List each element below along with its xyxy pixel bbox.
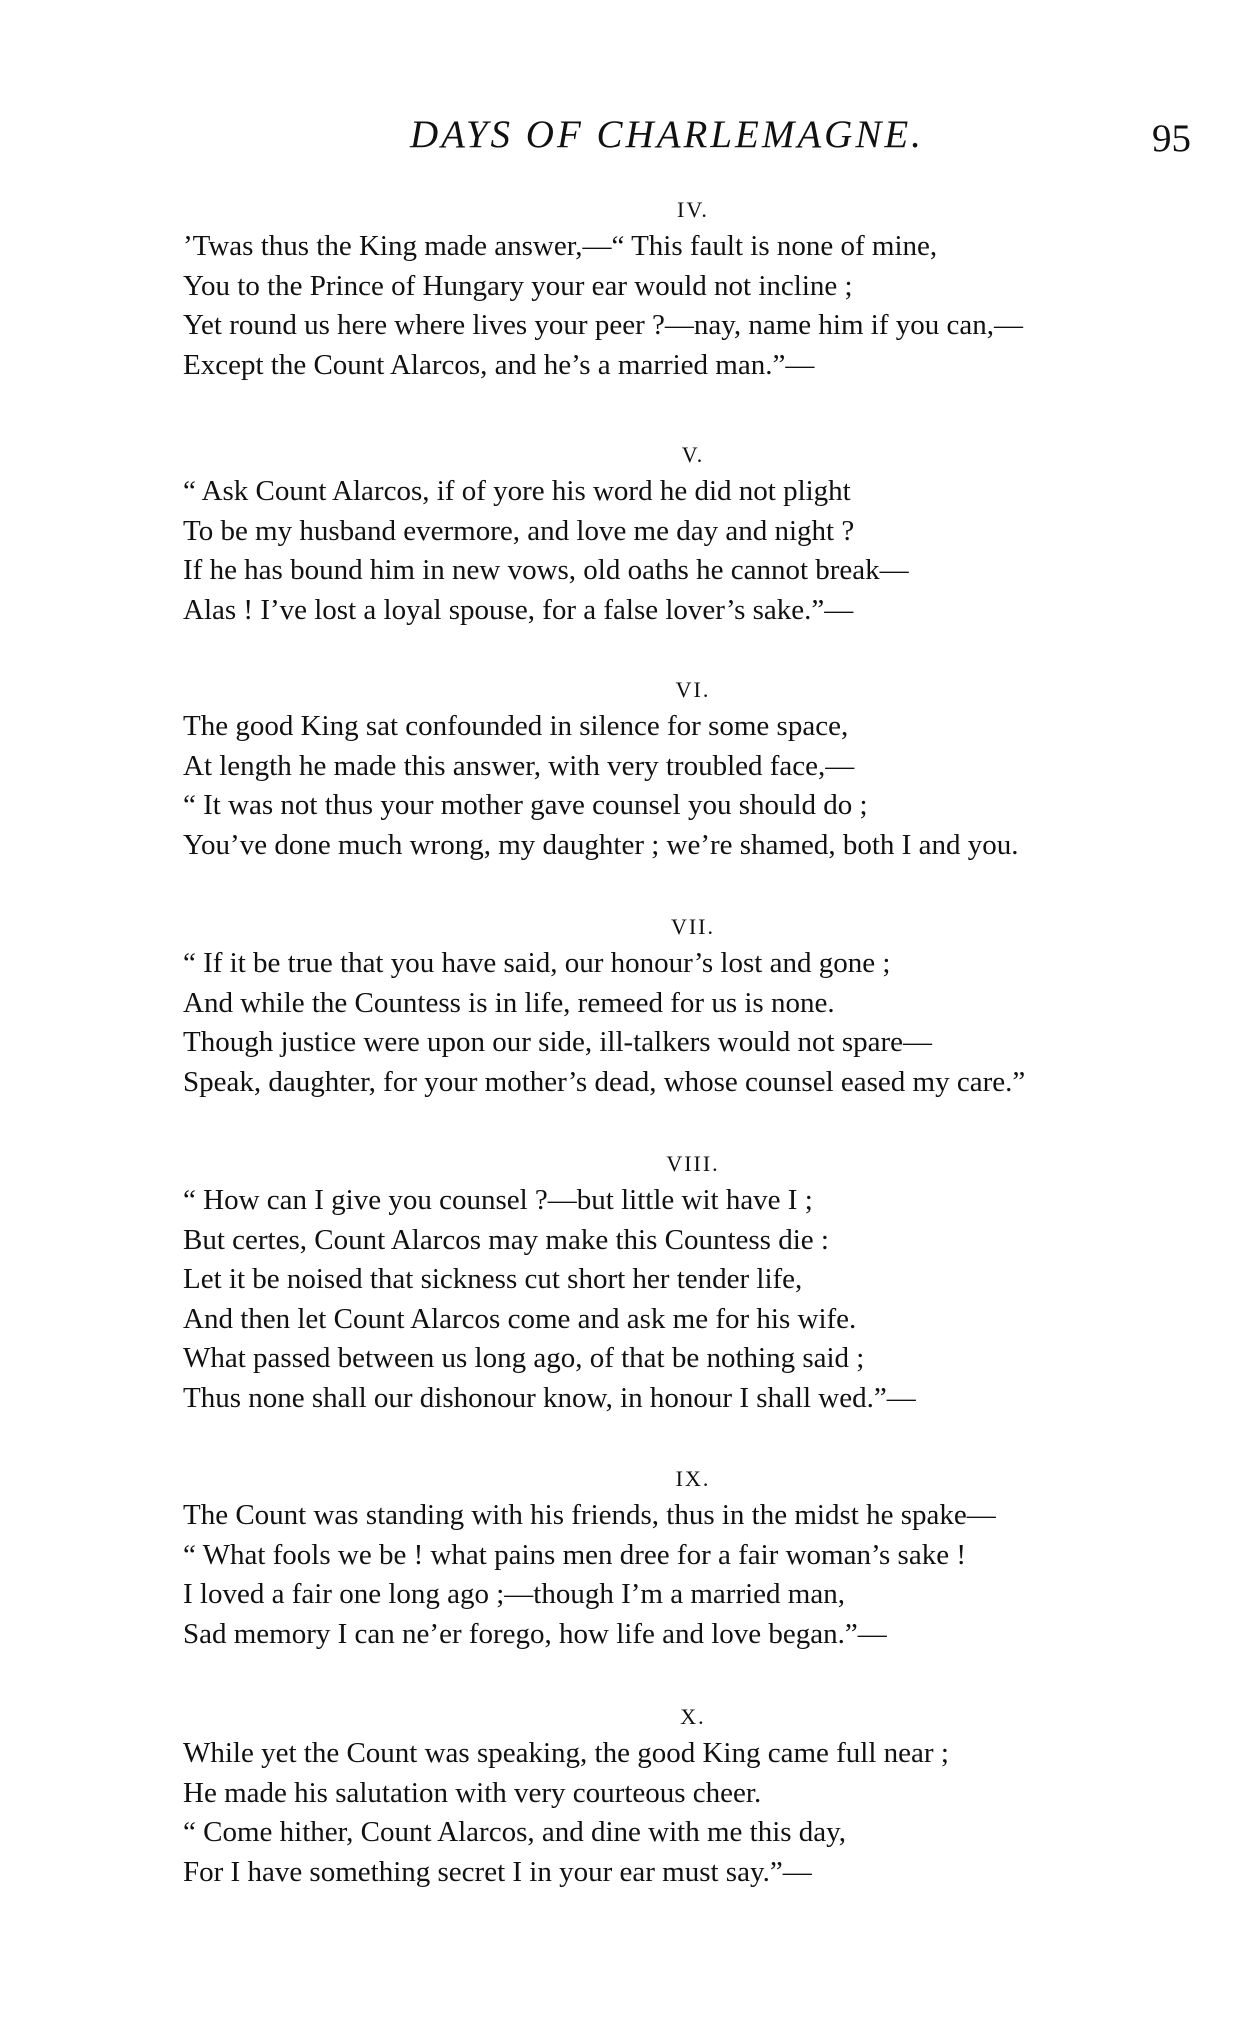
- stanza-vii: [183, 910, 1203, 1102]
- verse-line: “ How can I give you counsel ?—but little wit have I ;: [183, 1184, 813, 1216]
- stanza-viii: [183, 1147, 1203, 1418]
- page-number: 95: [1152, 117, 1191, 160]
- verse-line: While yet the Count was speaking, the good King came full near ;: [183, 1737, 949, 1769]
- running-title: DAYS OF CHARLEMAGNE.: [410, 113, 924, 156]
- verse-line: “ It was not thus your mother gave counsel you should do ;: [183, 789, 868, 821]
- verse-line: Except the Count Alarcos, and he’s a married man.”—: [183, 348, 815, 381]
- stanza-vi: [183, 673, 1203, 865]
- verse-line: Thus none shall our dishonour know, in honour I shall wed.”—: [183, 1381, 916, 1414]
- stanza-v: [183, 438, 1203, 630]
- verse-line: Sad memory I can ne’er forego, how life and love began.”—: [183, 1617, 887, 1650]
- stanza-numeral: VIII.: [666, 1151, 720, 1176]
- verse-line: Though justice were upon our side, ill-talkers would not spare—: [183, 1026, 933, 1058]
- verse-line: I loved a fair one long ago ;—though I’m a married man,: [183, 1578, 845, 1610]
- verse-line: But certes, Count Alarcos may make this Countess die :: [183, 1223, 829, 1256]
- verse-line: “ If it be true that you have said, our honour’s lost and gone ;: [183, 947, 891, 979]
- verse-line: If he has bound him in new vows, old oaths he cannot break—: [183, 554, 909, 586]
- stanza-iv: [183, 193, 1203, 385]
- verse-line: You’ve done much wrong, my daughter ; we’re shamed, both I and you.: [183, 828, 1019, 861]
- stanza-numeral: IV.: [677, 197, 709, 222]
- verse-line: ’Twas thus the King made answer,—“ This fault is none of mine,: [183, 230, 938, 262]
- stanza-numeral: V.: [681, 442, 705, 467]
- verse-line: You to the Prince of Hungary your ear would not incline ;: [183, 269, 853, 302]
- verse-line: “ Come hither, Count Alarcos, and dine with me this day,: [183, 1816, 847, 1848]
- verse-line: For I have something secret I in your ear must say.”—: [183, 1855, 812, 1888]
- verse-line: “ Ask Count Alarcos, if of yore his word he did not plight: [183, 475, 851, 507]
- stanza-numeral: X.: [680, 1704, 706, 1729]
- stanza-numeral: VI.: [675, 677, 711, 702]
- verse-line: And while the Countess is in life, remeed for us is none.: [183, 986, 835, 1019]
- verse-line: To be my husband evermore, and love me day and night ?: [183, 514, 855, 547]
- stanza-x: [183, 1700, 1203, 1892]
- verse-line: “ What fools we be ! what pains men dree for a fair woman’s sake !: [183, 1538, 966, 1571]
- stanza-numeral: VII.: [670, 914, 716, 939]
- verse-line: What passed between us long ago, of that be nothing said ;: [183, 1342, 865, 1374]
- verse-line: At length he made this answer, with very troubled face,—: [183, 749, 855, 782]
- stanza-numeral: IX.: [675, 1466, 711, 1491]
- verse-line: He made his salutation with very courteous cheer.: [183, 1776, 762, 1809]
- verse-line: The Count was standing with his friends, thus in the midst he spake—: [183, 1499, 996, 1531]
- verse-line: Speak, daughter, for your mother’s dead, whose counsel eased my care.”: [183, 1065, 1026, 1098]
- verse-line: And then let Count Alarcos come and ask me for his wife.: [183, 1302, 857, 1335]
- verse-line: The good King sat confounded in silence for some space,: [183, 710, 849, 742]
- verse-line: Yet round us here where lives your peer ?—nay, name him if you can,—: [183, 309, 1023, 341]
- verse-line: Let it be noised that sickness cut short her tender life,: [183, 1263, 803, 1295]
- stanza-ix: [183, 1462, 1203, 1654]
- verse-line: Alas ! I’ve lost a loyal spouse, for a false lover’s sake.”—: [183, 593, 854, 626]
